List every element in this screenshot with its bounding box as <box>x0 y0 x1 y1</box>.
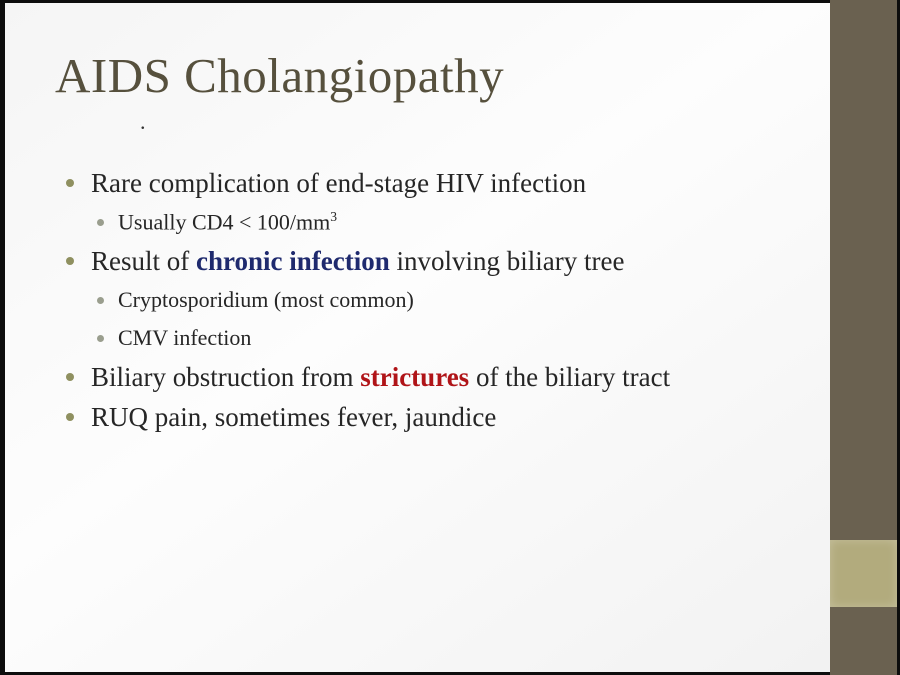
bullet-item-level2 <box>5 203 805 241</box>
bullet-text-segment: Rare complication of end-stage HIV infection <box>91 167 587 198</box>
bullet-text-segment: involving biliary tree <box>389 245 625 276</box>
bullet-item-level1 <box>5 357 805 397</box>
bullet-dot-icon <box>97 297 104 304</box>
bullet-text-segment: Usually CD4 < 100/mm <box>118 209 331 235</box>
bullet-dot-icon <box>66 257 74 265</box>
stray-period-mark: . <box>140 109 146 134</box>
bullet-text-segment: RUQ pain, sometimes fever, jaundice <box>91 401 497 432</box>
bullet-item-level1 <box>5 163 805 203</box>
bullet-text <box>118 287 414 313</box>
slide-title: AIDS Cholangiopathy <box>55 48 505 103</box>
bullet-text-segment: CMV infection <box>118 325 252 350</box>
bullet-text <box>91 402 496 433</box>
bullet-dot-icon <box>66 413 74 421</box>
bullet-dot-icon <box>97 335 104 342</box>
slide-canvas <box>5 3 830 672</box>
bullet-text-segment: chronic infection <box>196 245 390 276</box>
bullet-text-segment: Biliary obstruction from <box>91 361 361 392</box>
bullet-text-segment: 3 <box>330 208 338 224</box>
bullet-text-segment: of the biliary tract <box>469 361 671 392</box>
bullet-item-level1 <box>5 397 805 437</box>
bullet-text <box>91 246 624 277</box>
bullet-list <box>5 163 805 437</box>
bullet-text-segment: strictures <box>360 361 470 392</box>
bullet-item-level1 <box>5 241 805 281</box>
bullet-text <box>91 168 586 199</box>
bullet-text-segment: Cryptosporidium (most common) <box>118 287 414 312</box>
bullet-text <box>91 362 670 393</box>
side-decoration-band <box>830 0 897 675</box>
bullet-text <box>118 209 337 235</box>
bullet-dot-icon <box>66 179 74 187</box>
bullet-text <box>118 325 251 351</box>
bullet-item-level2 <box>5 281 805 319</box>
bullet-text-segment: Result of <box>91 245 196 276</box>
side-decoration-accent-square <box>830 540 897 607</box>
bullet-item-level2 <box>5 319 805 357</box>
bullet-dot-icon <box>97 219 104 226</box>
bullet-dot-icon <box>66 373 74 381</box>
